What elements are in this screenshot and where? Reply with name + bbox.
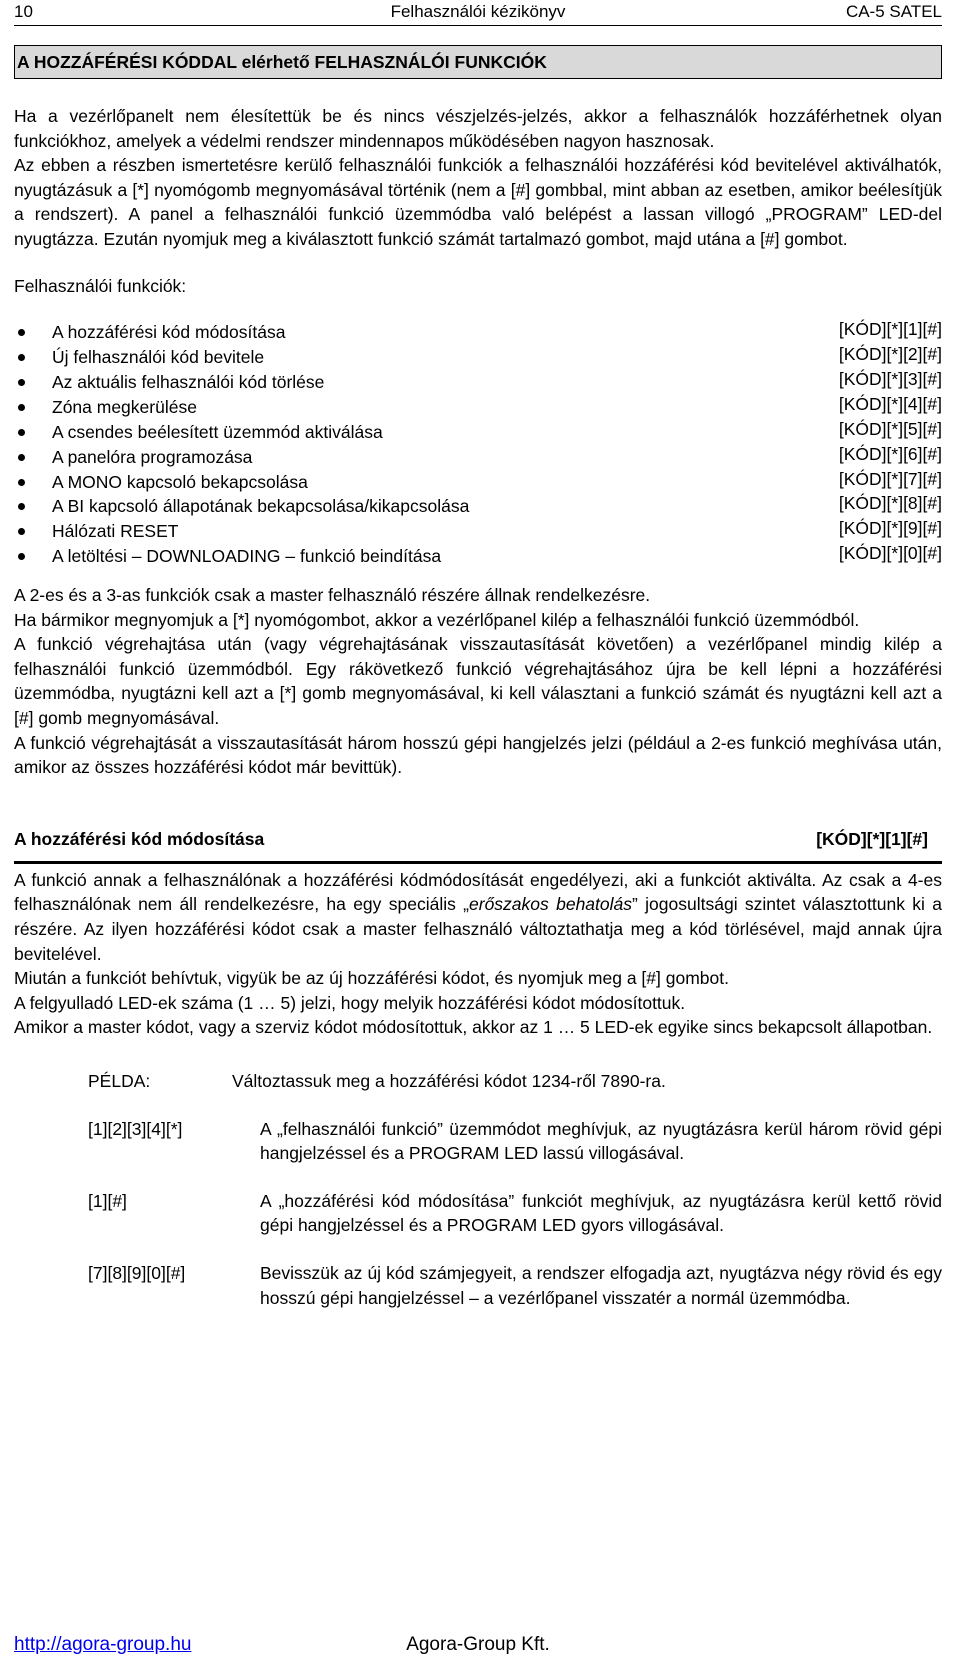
page-number: 10 <box>14 2 33 21</box>
function-name: A hozzáférési kód módosítása <box>52 322 286 343</box>
section-title: A HOZZÁFÉRÉSI KÓDDAL elérhető FELHASZNÁLÓI FUNKCIÓK <box>14 45 942 79</box>
example-step <box>14 1261 942 1310</box>
functions-list <box>14 320 942 569</box>
functions-label: Felhasználói funkciók: <box>14 275 187 296</box>
note-exit: Ha bármikor megnyomjuk a [*] nyomógombot, akkor a vezérlőpanel kilép a felhasználói funkció üzemmódból. <box>14 609 860 630</box>
function-code: [KÓD][*][2][#] <box>838 344 942 365</box>
example-step-text: Bevisszük az új kód számjegyeit, a rendszer elfogadja azt, nyugtázva négy rövid és egy hosszú gépi hangjelzéssel – a vezérlőpanel visszatér a normál üzemmódba. <box>260 1262 942 1308</box>
function-name: Új felhasználói kód bevitele <box>52 347 265 368</box>
list-item <box>14 345 942 370</box>
example-step-text: A „hozzáférési kód módosítása” funkciót meghívjuk, az nyugtázásra kerül kettő rövid gépi hangjelzéssel és a PROGRAM LED gyors villogásával. <box>260 1190 942 1236</box>
function-code: [KÓD][*][6][#] <box>838 443 942 464</box>
example-step-keys: [7][8][9][0][#] <box>88 1262 186 1283</box>
function-name: A letöltési – DOWNLOADING – funkció beindítása <box>52 546 442 567</box>
page-footer <box>14 1633 942 1663</box>
function-code: [KÓD][*][7][#] <box>838 468 942 489</box>
bullet-icon <box>18 528 25 535</box>
page-header <box>14 0 942 26</box>
function-name: A BI kapcsoló állapotának bekapcsolása/kikapcsolása <box>52 496 470 517</box>
function-name: A MONO kapcsoló bekapcsolása <box>52 471 308 492</box>
list-item <box>14 470 942 495</box>
bullet-icon <box>18 354 25 361</box>
manual-page <box>14 0 942 1310</box>
example-step-keys: [1][2][3][4][*] <box>88 1118 183 1139</box>
list-item <box>14 494 942 519</box>
bullet-icon <box>18 379 25 386</box>
note-rejection: A funkció végrehajtását a visszautasítását három hosszú gépi hangjelzés jelzi (például a 2-es funkció meghívása után, amikor az összes hozzáférési kódot már bevittük). <box>14 732 942 778</box>
function-code: [KÓD][*][9][#] <box>838 518 942 539</box>
bullet-icon <box>18 404 25 411</box>
example-step <box>14 1117 942 1166</box>
function-code: [KÓD][*][1][#] <box>838 319 942 340</box>
example-label: PÉLDA: <box>88 1070 151 1091</box>
bullet-icon <box>18 553 25 560</box>
bullet-icon <box>18 429 25 436</box>
subsection-paragraph-2: Miután a funkciót behívtuk, vigyük be az új hozzáférési kódot, és nyomjuk meg a [#] gombot. <box>14 968 729 989</box>
list-item <box>14 420 942 445</box>
emphasis-text: erőszakos behatolás <box>469 894 632 915</box>
example-step-keys: [1][#] <box>88 1190 127 1211</box>
list-item <box>14 370 942 395</box>
list-item <box>14 395 942 420</box>
function-code: [KÓD][*][4][#] <box>838 393 942 414</box>
example-step-text: A „felhasználói funkció” üzemmódot meghívjuk, az nyugtázásra kerül három rövid gépi hangjelzéssel és a PROGRAM LED lassú villogásával. <box>260 1118 942 1164</box>
intro-paragraph-2: Az ebben a részben ismertetésre kerülő felhasználói funkciók a felhasználói hozzáférési kód bevitelével aktiválhatók, nyugtázásuk a [*] nyomógomb megnyomásával történik (nem a [#] gombbal, mint abban az esetben, amikor beélesítjük a rendszert). A panel a felhasználói funkció üzemmódba való belépést a lassan villogó „PROGRAM” LED-del nyugtázza. Ezután nyomjuk meg a kiválasztott funkció számát tartalmazó gombot, majd utána a [#] gombot. <box>14 155 942 249</box>
list-item <box>14 519 942 544</box>
function-name: Az aktuális felhasználói kód törlése <box>52 371 325 392</box>
subsection-heading <box>14 827 942 864</box>
function-name: Hálózati RESET <box>52 521 179 542</box>
subsection-code: [KÓD][*][1][#] <box>816 828 928 849</box>
note-after-execution: A funkció végrehajtása után (vagy végrehajtásának visszautasítását követően) a vezérlőpanel mindig kilép a felhasználói funkció üzemmódból. Egy rákövetkező funkció végrehajtásához újra be kell lépni a hozzáférési üzemmódba, nyugtázni kell azt a [*] gomb megnyomásával, ki kell választani a funkció számát és nyugtázni kell azt a [#] gomb megnyomásával. <box>14 634 942 729</box>
bullet-icon <box>18 479 25 486</box>
function-code: [KÓD][*][3][#] <box>838 368 942 389</box>
bullet-icon <box>18 454 25 461</box>
subsection-paragraph-3: A felgyulladó LED-ek száma (1 … 5) jelzi, hogy melyik hozzáférési kódot módosítottuk. <box>14 992 686 1013</box>
function-name: Zóna megkerülése <box>52 396 197 417</box>
example-step <box>14 1189 942 1238</box>
company-name: Agora-Group Kft. <box>406 1634 550 1655</box>
function-name: A csendes beélesített üzemmód aktiválása <box>52 421 383 442</box>
function-code: [KÓD][*][5][#] <box>838 418 942 439</box>
example-intro-row <box>14 1069 942 1094</box>
website-link[interactable]: http://agora-group.hu <box>14 1634 192 1655</box>
function-name: A panelóra programozása <box>52 446 253 467</box>
intro-paragraph-1: Ha a vezérlőpanelt nem élesítettük be és nincs vészjelzés-jelzés, akkor a felhasználók hozzáférhetnek olyan funkciókhoz, amelyek a védelmi rendszer mindennapos működésében nagyon hasznosak. <box>14 106 942 151</box>
bullet-icon <box>18 503 25 510</box>
list-item <box>14 445 942 470</box>
function-code: [KÓD][*][0][#] <box>838 543 942 564</box>
manual-title: Felhasználói kézikönyv <box>390 2 566 21</box>
list-item <box>14 320 942 345</box>
subsection-paragraph-1: A funkció annak a felhasználónak a hozzáférési kódmódosítását engedélyezi, aki a funkciót aktiválta. Az csak a 4-es felhasználónak nem áll rendelkezésre, ha egy speciális „erőszakos behatolás” jogosultsági szintet választottunk ki a részére. Az ilyen hozzáférési kódot csak a master felhasználó változtathatja meg a kód törlésével, majd annak újra bevitelével. <box>14 869 942 964</box>
example-intro: Változtassuk meg a hozzáférési kódot 1234-ről 7890-ra. <box>232 1070 666 1091</box>
subsection-paragraph-4: Amikor a master kódot, vagy a szerviz kódot módosítottuk, akkor az 1 … 5 LED-ek egyike sincs bekapcsolt állapotban. <box>14 1017 933 1038</box>
list-item <box>14 544 942 569</box>
product-name: CA-5 SATEL <box>845 2 942 21</box>
note-master-only: A 2-es és a 3-as funkciók csak a master felhasználó részére állnak rendelkezésre. <box>14 585 651 606</box>
subsection-title: A hozzáférési kód módosítása <box>14 828 265 849</box>
bullet-icon <box>18 329 25 336</box>
function-code: [KÓD][*][8][#] <box>838 493 942 514</box>
